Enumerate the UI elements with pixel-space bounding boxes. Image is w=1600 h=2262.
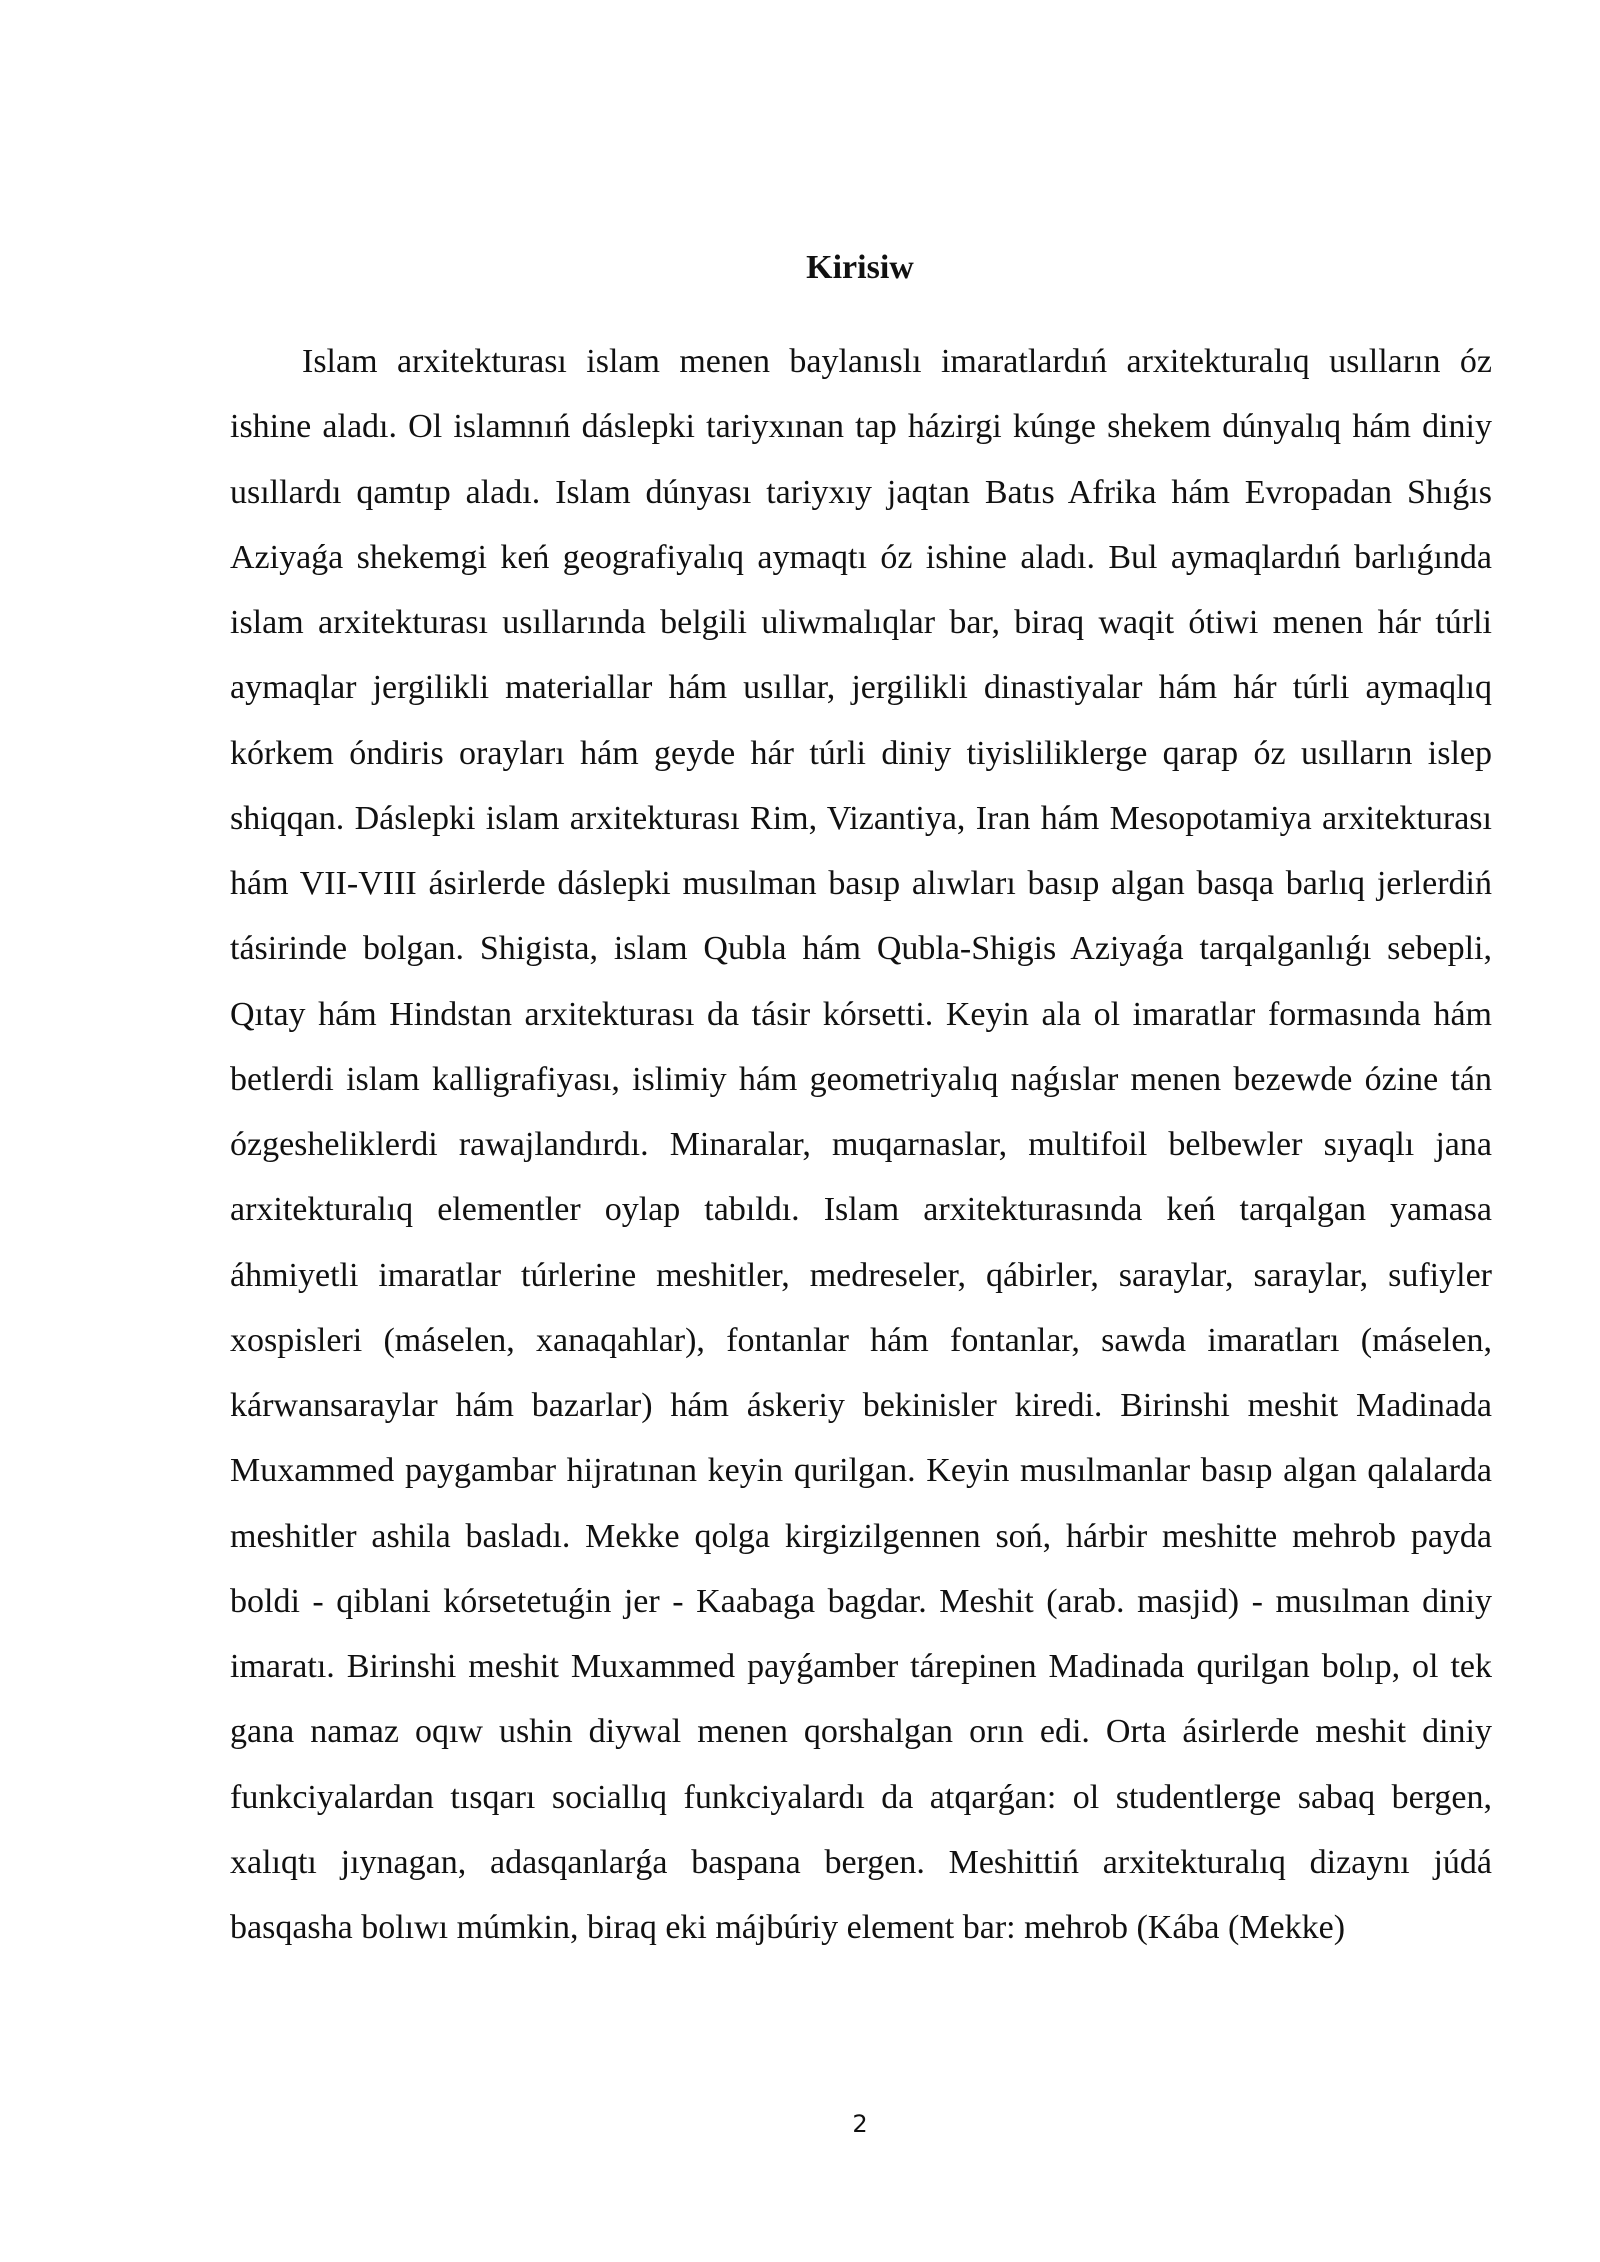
page-title: Kirisiw xyxy=(806,249,914,286)
body-paragraph: Islam arxitekturası islam menen baylanıslı imaratlardıń arxitekturalıq usılların óz ishine aladı. Ol islamnıń dáslepki tariyxınan tap házirgi kúnge shekem dúnyalıq hám diniy usıllardı qamtıp aladı. Islam dúnyası tariyxıy jaqtan Batıs Afrika hám Evropadan Shıǵıs Aziyaǵa shekemgi keń geografiyalıq aymaqtı óz ishine aladı. Bul aymaqlardıń barlıǵında islam arxitekturası usıllarında belgili uliwmalıqlar bar, biraq waqit ótiwi menen hár túrli aymaqlar jergilikli materiallar hám usıllar, jergilikli dinastiyalar hám hár túrli aymaqlıq kórkem óndiris orayları hám geyde hár túrli diniy tiyisliliklerge qarap óz usılların islep shiqqan. Dáslepki islam arxitekturası Rim, Vizantiya, Iran hám Mesopotamiya arxitekturası hám VII-VIII ásirlerde dáslepki musılman basıp alıwları basıp algan basqa barlıq jerlerdiń tásirinde bolgan. Shigista, islam Qubla hám Qubla-Shigis Aziyaǵa tarqalganlıǵı sebepli, Qıtay hám Hindstan arxitekturası da tásir kórsetti. Keyin ala ol imaratlar formasında hám betlerdi islam kalligrafiyası, islimiy hám geometriyalıq naǵıslar menen bezewde ózine tán ózgesheliklerdi rawajlandırdı. Minaralar, muqarnaslar, multifoil belbewler sıyaqlı jana arxitekturalıq elementler oylap tabıldı. Islam arxitekturasında keń tarqalgan yamasa áhmiyetli imaratlar túrlerine meshitler, medreseler, qábirler, saraylar, saraylar, sufiyler xospisleri (máselen, xanaqahlar), fontanlar hám fontanlar, sawda imaratları (máselen, kárwansaraylar hám bazarlar) hám áskeriy bekinisler kiredi. Birinshi meshit Madinada Muxammed paygambar hijratınan keyin qurilgan. Keyin musılmanlar basıp algan qalalarda meshitler ashila basladı. Mekke qolga kirgizilgennen soń, hárbir meshitte mehrob payda boldi - qiblani kórsetetuǵin jer - Kaabaga bagdar. Meshit (arab. masjid) - musılman diniy imaratı. Birinshi meshit Muxammed payǵamber tárepinen Madinada qurilgan bolıp, ol tek gana namaz oqıw ushin diywal menen qorshalgan orın edi. Orta ásirlerde meshit diniy funkciyalardan tısqarı sociallıq funkciyalardı da atqarǵan: ol studentlerge sabaq bergen, xalıqtı jıynagan, adasqanlarǵa baspana bergen. Meshittiń arxitekturalıq dizaynı júdá basqasha bolıwı múmkin, biraq eki májbúriy element bar: mehrob (Kába (Mekke) xyxy=(230,343,1492,1946)
page-number: 2 xyxy=(852,2110,868,2138)
